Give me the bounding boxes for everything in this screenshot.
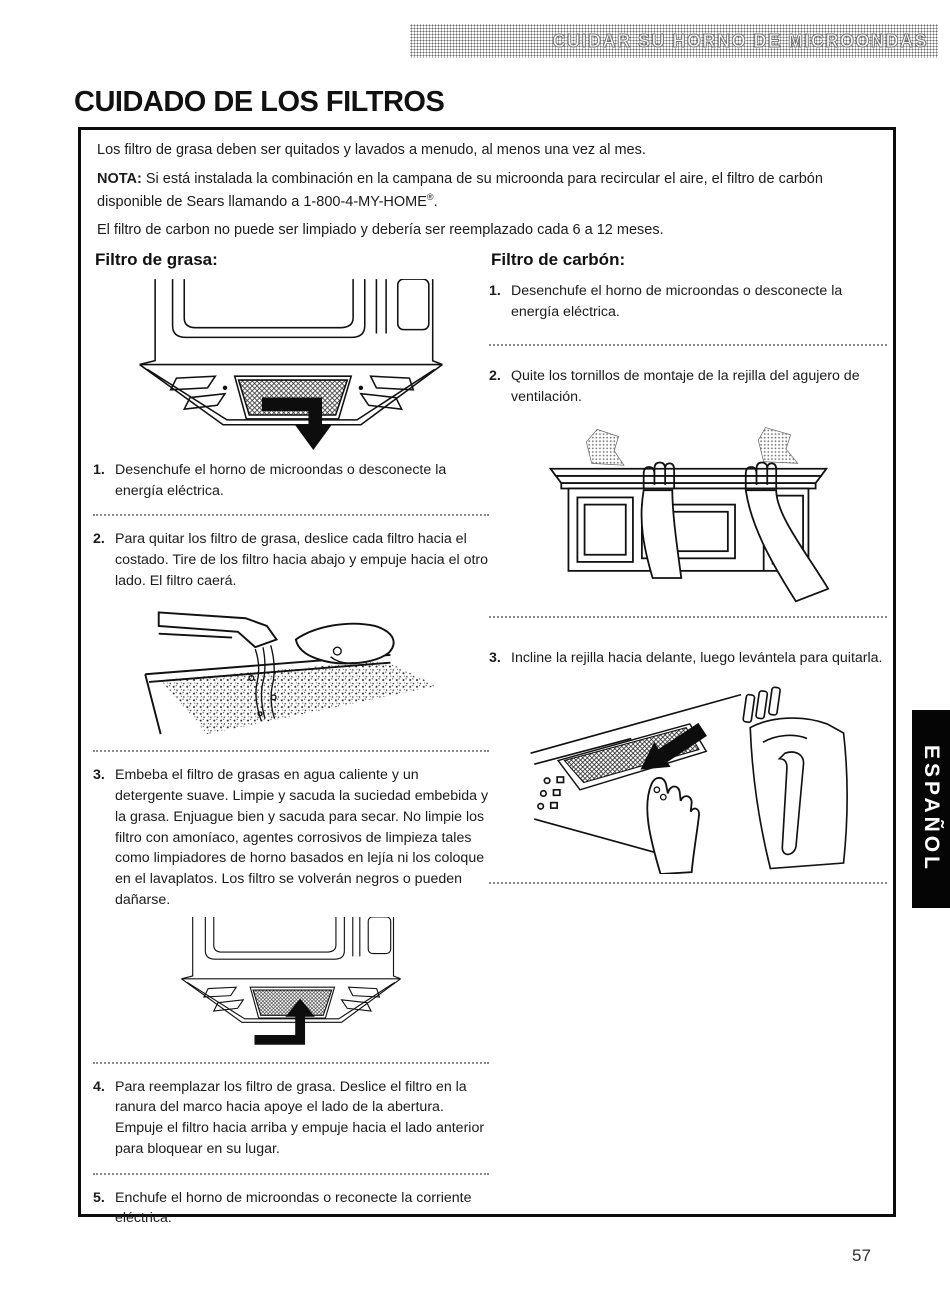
- step-number: 1.: [489, 282, 501, 299]
- step-number: 4.: [93, 1078, 105, 1095]
- grease-step-1: [93, 460, 489, 501]
- step-text: Embeba el filtro de grasas en agua caliente y un detergente suave. Limpie y sacuda la suciedad embebida y la grasa. Enjuague bien y sacuda para secar. No limpie los filtro con amoníaco, agentes corrosivos de limpieza tales como limpiadores de horno basados en lejía ni los coloque en el lavaplatos. Los filtro se volverán negros o pueden dañarse.: [115, 767, 489, 908]
- step-number: 2.: [489, 368, 501, 385]
- arrow-down-icon: [262, 397, 332, 449]
- charcoal-filter-column: [489, 248, 887, 884]
- microwave-bottom-filter-replace-illustration: [132, 917, 450, 1049]
- note-text: Si está instalada la combinación en la campana de su microonda para recircular el aire, el filtro de carbón disponible de Sears llamando a 1-800-4-MY-HOME: [97, 170, 823, 210]
- grease-step-3: [93, 765, 489, 910]
- dotted-divider: [93, 514, 489, 516]
- step-number: 1.: [93, 461, 105, 478]
- registered-mark: ®: [426, 191, 434, 202]
- grease-step-5: [93, 1188, 489, 1229]
- charcoal-step-1: [489, 281, 887, 322]
- intro-line-3: El filtro de carbon no puede ser limpiado y debería ser reemplazado cada 6 a 12 meses.: [97, 222, 664, 239]
- intro-note: [97, 169, 859, 213]
- grease-step-4: [93, 1077, 489, 1160]
- microwave-bottom-filter-remove-illustration: [126, 279, 456, 454]
- chapter-banner: [410, 24, 938, 58]
- step-number: 3.: [489, 649, 501, 666]
- page-title: CUIDADO DE LOS FILTROS: [74, 86, 445, 118]
- step-text: Desenchufe el horno de microondas o desconecte la energía eléctrica.: [115, 461, 447, 499]
- filter-washing-illustration: [131, 597, 451, 737]
- dotted-divider: [489, 882, 887, 884]
- step-number: 3.: [93, 767, 105, 784]
- step-text: Enchufe el horno de microondas o reconecte la corriente eléctrica.: [115, 1189, 472, 1227]
- page-number: 57: [852, 1246, 871, 1265]
- note-period: .: [433, 193, 438, 210]
- step-number: 2.: [93, 531, 105, 548]
- charcoal-step-3: [489, 648, 887, 669]
- dotted-divider: [489, 344, 887, 346]
- dotted-divider: [489, 616, 887, 618]
- grease-filter-heading: Filtro de grasa:: [95, 250, 218, 269]
- content-box: [78, 127, 896, 1227]
- step-number: 5.: [93, 1189, 105, 1206]
- chapter-banner-text: CUIDAR SU HORNO DE MICROONDAS: [552, 30, 928, 51]
- step-text: Para reemplazar los filtro de grasa. Deslice el filtro en la ranura del marco hacia apoye el lado de la abertura. Empuje el filtro hacia arriba y empuje hacia el lado anterior para bloquear en su lugar.: [115, 1078, 485, 1157]
- grease-filter-column: [93, 248, 489, 1229]
- dotted-divider: [93, 1173, 489, 1175]
- intro-line-1: Los filtro de grasa deben ser quitados y lavados a menudo, al menos una vez al mes.: [97, 142, 646, 158]
- charcoal-step-2: [489, 366, 887, 407]
- step-text: Incline la rejilla hacia delante, luego levántela para quitarla.: [511, 649, 883, 666]
- step-text: Desenchufe el horno de microondas o desconecte la energía eléctrica.: [511, 282, 843, 320]
- note-label: NOTA:: [97, 170, 142, 187]
- step-text: Quite los tornillos de montaje de la rejilla del agujero de ventilación.: [511, 368, 860, 406]
- charcoal-filter-heading: Filtro de carbón:: [491, 250, 626, 269]
- vent-grille-hands-illustration: [538, 422, 838, 606]
- intro-section: [97, 140, 859, 249]
- step-text: Para quitar los filtro de grasa, deslice cada filtro hacia el costado. Tire de los filtro hacia abajo y empuje hacia el otro lado. El filtro caerá.: [115, 531, 489, 589]
- dotted-divider: [93, 750, 489, 752]
- charcoal-filter-removal-illustration: [523, 680, 853, 874]
- grease-step-2: [93, 529, 489, 591]
- language-tab-espanol: ESPAÑOL: [912, 710, 950, 908]
- dotted-divider: [93, 1062, 489, 1064]
